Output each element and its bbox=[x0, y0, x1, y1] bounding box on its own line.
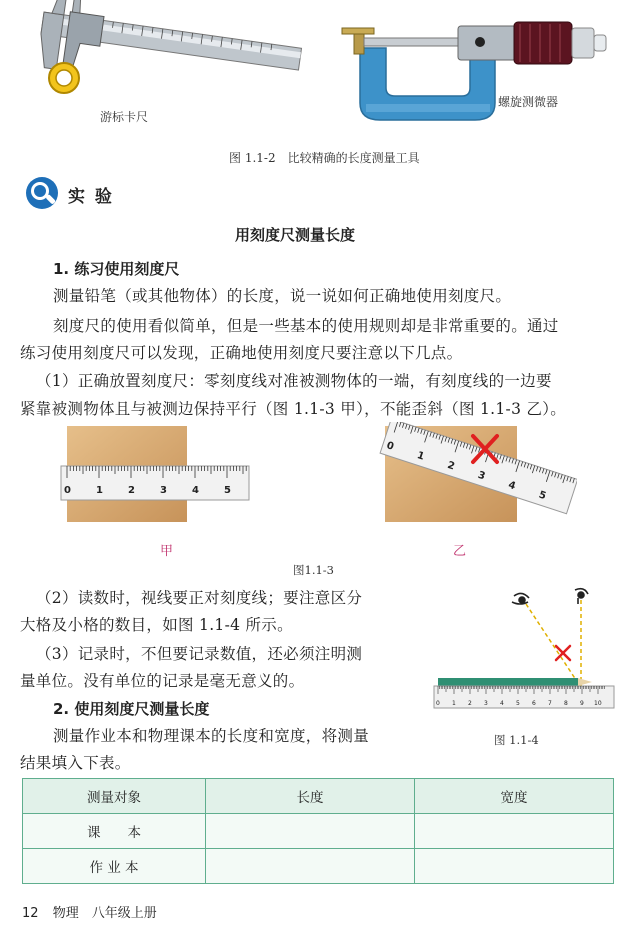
table-header-row bbox=[23, 779, 614, 814]
part1-paragraph-3-line-1: （1）正确放置刻度尺：零刻度线对准被测物体的一端，有刻度线的一边要 bbox=[36, 372, 552, 390]
part1-heading: 1. 练习使用刻度尺 bbox=[53, 260, 180, 278]
ruler-tick-label: 3 bbox=[160, 485, 167, 496]
table-cell-width bbox=[415, 849, 614, 884]
ruler-tick-label: 5 bbox=[516, 700, 520, 707]
ruler-tick-label: 9 bbox=[580, 700, 584, 707]
part2-paragraph-line-2: 结果填入下表。 bbox=[20, 754, 131, 772]
caliper-label: 游标卡尺 bbox=[100, 110, 149, 124]
table-header-length: 长度 bbox=[206, 779, 415, 814]
page-footer bbox=[22, 902, 157, 921]
figure-ruler-placement bbox=[55, 422, 575, 582]
ruler-tick-label: 0 bbox=[385, 440, 396, 453]
page-number: 12 bbox=[22, 906, 39, 921]
ruler-tick-label: 0 bbox=[436, 700, 440, 707]
table-cell-length bbox=[206, 814, 415, 849]
micrometer-illustration bbox=[340, 8, 610, 128]
part2-paragraph-line-1: 测量作业本和物理课本的长度和宽度，将测量 bbox=[53, 727, 370, 745]
part2-heading: 2. 使用刻度尺测量长度 bbox=[53, 700, 210, 718]
ruler-tick-label: 1 bbox=[452, 700, 456, 707]
ruler-tick-label: 3 bbox=[484, 700, 488, 707]
figure-label-b: 乙 bbox=[453, 544, 467, 559]
table-header-object: 测量对象 bbox=[23, 779, 206, 814]
figure-caption-1-1-4: 图 1.1-4 bbox=[494, 733, 539, 747]
book-title: 物理 八年级上册 bbox=[52, 906, 157, 921]
ruler-correct-illustration bbox=[55, 422, 255, 532]
figure-label-a: 甲 bbox=[160, 544, 174, 559]
micrometer-label: 螺旋测微器 bbox=[498, 95, 559, 109]
ruler-tick-label: 7 bbox=[548, 700, 552, 707]
figure-reading-angle bbox=[432, 582, 617, 752]
ruler-tick-label: 10 bbox=[594, 700, 602, 707]
ruler-tick-label: 1 bbox=[96, 485, 103, 496]
ruler-tick-label: 2 bbox=[468, 700, 472, 707]
table-cell-object: 课 本 bbox=[23, 814, 206, 849]
point-3-line-1: （3）记录时，不但要记录数值，还必须注明测 bbox=[36, 645, 363, 663]
part1-paragraph-2-line-1: 刻度尺的使用看似简单，但是一些基本的使用规则却是非常重要的。通过 bbox=[53, 317, 559, 335]
table-cell-length bbox=[206, 849, 415, 884]
reading-angle-illustration bbox=[432, 582, 617, 717]
measurement-table bbox=[22, 778, 614, 884]
ruler-tick-label: 4 bbox=[506, 479, 517, 493]
table-header-width: 宽度 bbox=[415, 779, 614, 814]
section-title: 实 验 bbox=[68, 187, 114, 207]
ruler-tick-label: 0 bbox=[64, 485, 71, 496]
table-cell-object: 作 业 本 bbox=[23, 849, 206, 884]
ruler-tick-label: 5 bbox=[224, 485, 231, 496]
table-cell-width bbox=[415, 814, 614, 849]
table-row bbox=[23, 814, 614, 849]
ruler-tilted-illustration bbox=[377, 422, 577, 532]
table-row bbox=[23, 849, 614, 884]
ruler-tick-label: 6 bbox=[532, 700, 536, 707]
ruler-tick-label: 4 bbox=[192, 485, 199, 496]
ruler-tick-label: 3 bbox=[476, 469, 487, 483]
magnifier-logo-icon bbox=[24, 175, 60, 211]
section-header-experiment bbox=[24, 175, 224, 211]
part1-paragraph-3-line-2: 紧靠被测物体且与被测边保持平行（图 1.1-3 甲），不能歪斜（图 1.1-3 乙）。 bbox=[20, 400, 567, 418]
ruler-tick-label: 4 bbox=[500, 700, 504, 707]
point-2-line-2: 大格及小格的数目，如图 1.1-4 所示。 bbox=[20, 616, 293, 634]
ruler-tick-label: 8 bbox=[564, 700, 568, 707]
ruler-tick-label: 2 bbox=[445, 459, 457, 473]
ruler-tick-label: 5 bbox=[537, 489, 548, 503]
point-3-line-2: 量单位。没有单位的记录是毫无意义的。 bbox=[20, 672, 305, 690]
figure-caption-1-1-3: 图1.1-3 bbox=[293, 563, 334, 577]
part1-paragraph-2-line-2: 练习使用刻度尺可以发现，正确地使用刻度尺要注意以下几点。 bbox=[20, 344, 463, 362]
figure-measuring-tools bbox=[20, 0, 620, 175]
ruler-tick-label: 1 bbox=[415, 449, 426, 463]
vernier-caliper-illustration bbox=[20, 0, 310, 110]
part1-paragraph-1: 测量铅笔（或其他物体）的长度，说一说如何正确地使用刻度尺。 bbox=[53, 287, 512, 305]
ruler-tick-label: 2 bbox=[128, 485, 135, 496]
figure-caption-1-1-2: 图 1.1-2 比较精确的长度测量工具 bbox=[229, 151, 420, 165]
experiment-title: 用刻度尺测量长度 bbox=[235, 226, 356, 244]
point-2-line-1: （2）读数时，视线要正对刻度线；要注意区分 bbox=[36, 589, 363, 607]
eye-icon bbox=[512, 593, 529, 604]
